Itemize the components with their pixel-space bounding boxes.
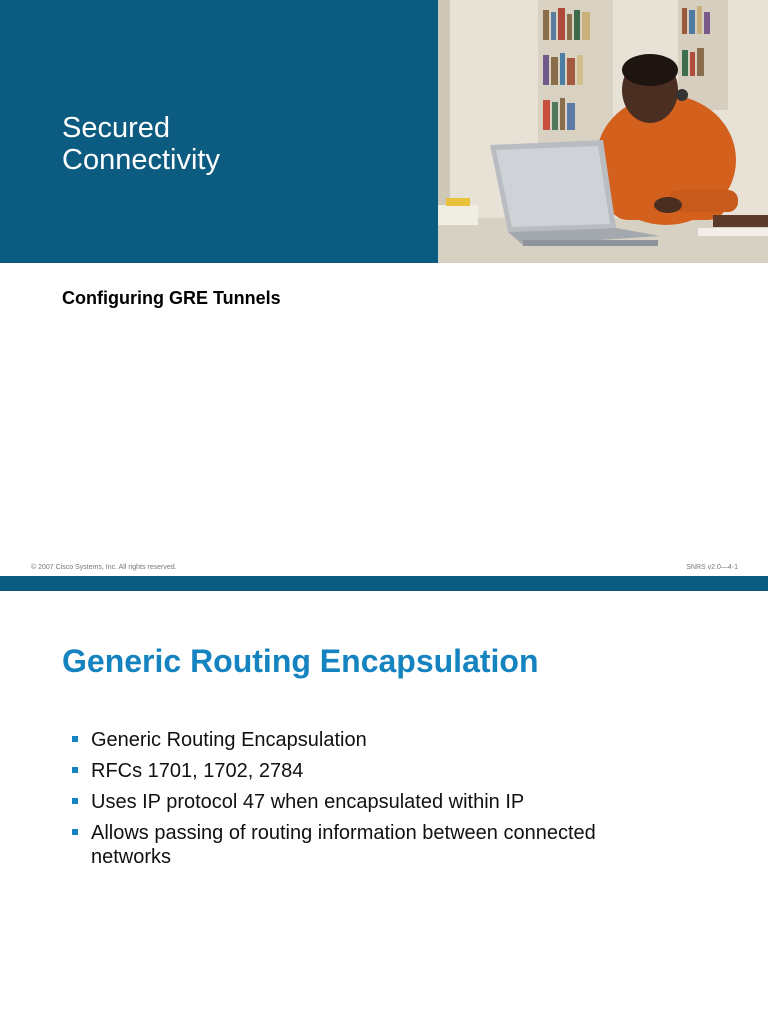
slide-title	[62, 112, 220, 176]
slide-code: SNRS v2.0—4-1	[686, 564, 738, 571]
slide-2	[0, 591, 768, 1024]
slide-subtitle: Configuring GRE Tunnels	[62, 288, 281, 308]
bullet-text: RFCs 1701, 1702, 2784	[91, 760, 304, 782]
bullet-square-icon	[72, 798, 78, 804]
bullet-list	[72, 728, 672, 876]
bullet-item	[72, 821, 672, 869]
title-banner	[0, 0, 438, 263]
bullet-item	[72, 759, 672, 783]
copyright-text: © 2007 Cisco Systems, Inc. All rights reserved.	[31, 564, 177, 571]
photo-illustration	[438, 0, 768, 263]
bullet-square-icon	[72, 829, 78, 835]
bullet-square-icon	[72, 767, 78, 773]
slide-title-line-1: Secured	[62, 112, 171, 144]
bullet-item	[72, 728, 672, 752]
library-photo	[438, 0, 768, 263]
bullet-text: Generic Routing Encapsulation	[91, 729, 367, 751]
bullet-text: Uses IP protocol 47 when encapsulated within IP	[91, 791, 525, 813]
slide-divider	[0, 576, 768, 591]
bullet-text: Allows passing of routing information between connected networks	[91, 822, 596, 868]
bullet-item	[72, 790, 672, 814]
bullet-square-icon	[72, 736, 78, 742]
slide-footer	[0, 563, 768, 576]
slide-2-title: Generic Routing Encapsulation	[62, 643, 539, 679]
slide-title-line-2: Connectivity	[62, 144, 220, 176]
